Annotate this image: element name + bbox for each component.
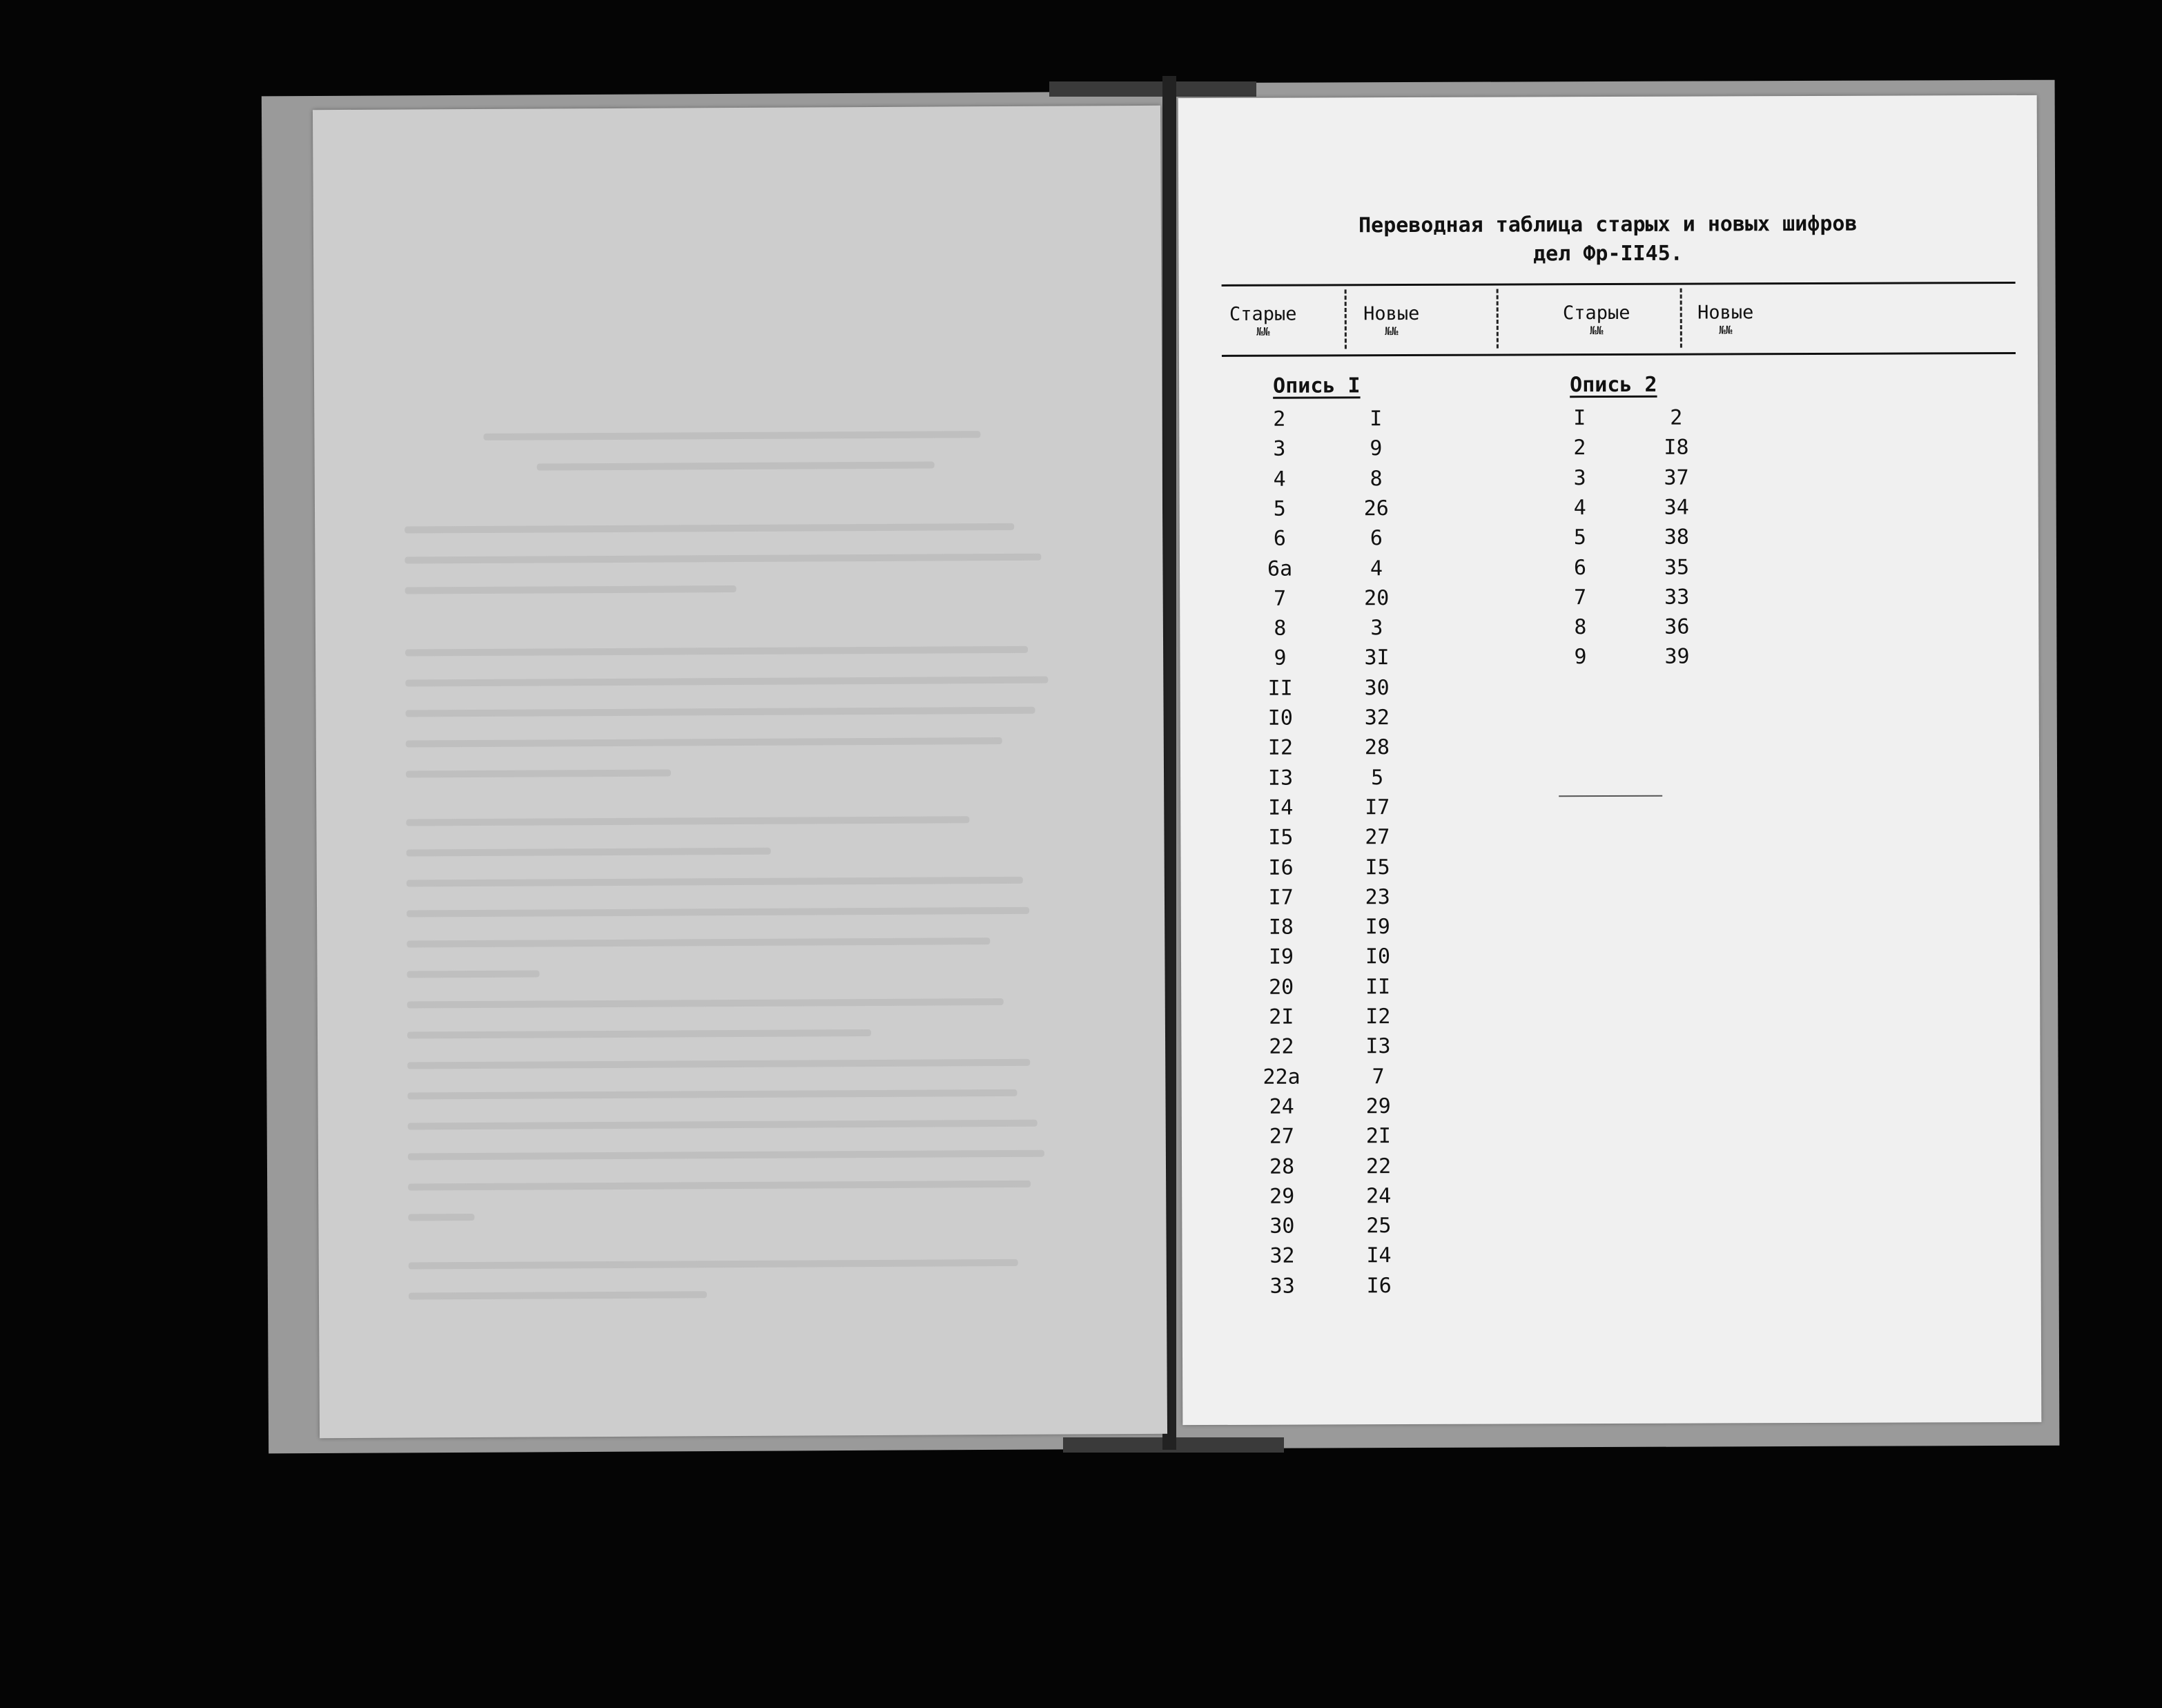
new-number: 25 xyxy=(1366,1214,1392,1239)
new-number: 3I xyxy=(1364,646,1390,670)
table-row xyxy=(1255,436,1531,467)
old-number: I6 xyxy=(1268,855,1294,880)
new-number: I9 xyxy=(1365,915,1390,940)
table-row xyxy=(1258,1243,1534,1274)
new-number: 20 xyxy=(1364,585,1390,611)
new-number: 26 xyxy=(1363,496,1389,521)
new-number: I xyxy=(1370,407,1383,431)
table-row xyxy=(1256,735,1532,766)
new-number: I8 xyxy=(1664,435,1689,460)
old-number: II xyxy=(1267,676,1293,701)
old-number: I2 xyxy=(1267,735,1294,761)
new-number: 3 xyxy=(1370,616,1383,641)
table-row xyxy=(1556,465,1832,495)
new-number: I3 xyxy=(1365,1034,1391,1059)
new-number: 35 xyxy=(1664,555,1690,580)
old-number: 22а xyxy=(1263,1065,1301,1089)
table-row xyxy=(1556,644,1832,675)
old-number: 32 xyxy=(1269,1243,1295,1269)
new-number: 36 xyxy=(1664,614,1690,639)
old-number: 8 xyxy=(1574,615,1587,640)
new-number: II xyxy=(1365,974,1391,999)
new-number: 4 xyxy=(1370,556,1383,581)
old-number: 28 xyxy=(1269,1154,1295,1179)
table-row xyxy=(1258,1064,1534,1094)
old-number: I4 xyxy=(1268,795,1294,820)
header-top-rule xyxy=(1222,282,2016,287)
new-number: I0 xyxy=(1365,944,1391,969)
header-new-1-num: №№ xyxy=(1385,324,1399,338)
end-separator xyxy=(1559,795,1662,797)
old-number: 4 xyxy=(1573,496,1586,521)
table-row xyxy=(1257,1034,1533,1065)
old-number: 2I xyxy=(1269,1005,1294,1029)
header-old-2-label: Старые xyxy=(1562,302,1630,324)
table-row xyxy=(1256,496,1532,526)
new-number: 33 xyxy=(1664,585,1690,610)
header-bottom-rule xyxy=(1222,352,2016,357)
table-row xyxy=(1258,1183,1534,1214)
old-number: 6 xyxy=(1273,526,1286,551)
new-number: 5 xyxy=(1370,765,1384,790)
old-number: 9 xyxy=(1274,646,1287,671)
table-row xyxy=(1556,554,1832,585)
old-number: 2 xyxy=(1573,436,1586,460)
old-number: 3 xyxy=(1573,465,1586,490)
table-row xyxy=(1256,615,1532,646)
old-number: 6 xyxy=(1573,555,1587,580)
header-old-2-num: №№ xyxy=(1590,324,1604,338)
bleed-through-text xyxy=(404,431,1071,1263)
table-row xyxy=(1555,435,1831,465)
new-number: 22 xyxy=(1365,1154,1392,1178)
table-row xyxy=(1556,585,1832,615)
inventory1-label: Опись I xyxy=(1273,373,1361,398)
new-number: 38 xyxy=(1664,525,1689,550)
table-row xyxy=(1258,1124,1534,1154)
table-row xyxy=(1256,795,1532,825)
column-divider-2 xyxy=(1497,289,1499,349)
table-row xyxy=(1257,914,1533,944)
new-number: 24 xyxy=(1366,1183,1392,1209)
table-row xyxy=(1256,765,1532,795)
header-new-1-label: Новые xyxy=(1363,302,1420,325)
new-number: 30 xyxy=(1364,675,1390,700)
old-number: I5 xyxy=(1268,825,1294,850)
header-old-2 xyxy=(1552,304,1642,336)
table-row xyxy=(1256,675,1532,706)
table-row xyxy=(1256,825,1532,855)
old-number: 9 xyxy=(1574,645,1587,670)
old-number: I0 xyxy=(1267,706,1293,730)
table-row xyxy=(1555,405,1831,436)
new-number: 6 xyxy=(1370,526,1383,551)
old-number: 20 xyxy=(1269,975,1294,1000)
table-row xyxy=(1556,495,1832,525)
table-row xyxy=(1556,614,1832,645)
old-number: 4 xyxy=(1273,467,1286,492)
left-page xyxy=(313,106,1167,1438)
inventory2-label: Опись 2 xyxy=(1570,372,1657,398)
old-number: I7 xyxy=(1268,885,1294,910)
table-row xyxy=(1258,1154,1534,1184)
old-number: 22 xyxy=(1269,1034,1294,1060)
header-old-1-num: №№ xyxy=(1256,324,1270,338)
header-new-2-num: №№ xyxy=(1719,323,1733,337)
old-number: 24 xyxy=(1269,1094,1294,1119)
old-number: 7 xyxy=(1274,586,1287,611)
old-number: 5 xyxy=(1273,496,1286,521)
new-number: 39 xyxy=(1664,644,1690,670)
old-number: 30 xyxy=(1269,1214,1295,1239)
old-number: I8 xyxy=(1268,915,1294,940)
new-number: 32 xyxy=(1364,706,1390,730)
table-row xyxy=(1257,884,1533,915)
new-number: 8 xyxy=(1370,466,1383,491)
table-title-line1: Переводная таблица старых и новых шифров xyxy=(1358,211,1858,238)
new-number: I6 xyxy=(1366,1273,1392,1298)
header-new-1 xyxy=(1350,304,1433,337)
header-new-2 xyxy=(1684,303,1767,336)
new-number: 34 xyxy=(1664,495,1689,520)
old-number: 6а xyxy=(1267,556,1293,581)
new-number: 2 xyxy=(1670,405,1683,430)
column-divider-3 xyxy=(1680,289,1682,348)
table-row xyxy=(1256,646,1532,676)
spine-tab-top xyxy=(1049,81,1256,97)
column-divider-1 xyxy=(1345,289,1347,349)
right-page xyxy=(1178,95,2042,1425)
header-old-1-label: Старые xyxy=(1229,303,1297,325)
new-number: I4 xyxy=(1366,1243,1392,1268)
new-number: 37 xyxy=(1664,465,1689,490)
table-row xyxy=(1256,526,1532,556)
new-number: 27 xyxy=(1365,825,1390,850)
new-number: I7 xyxy=(1365,795,1390,820)
table-row xyxy=(1257,1004,1533,1034)
old-number: 5 xyxy=(1573,525,1586,550)
table-row xyxy=(1256,855,1532,885)
table-row xyxy=(1255,406,1531,436)
old-number: I3 xyxy=(1267,766,1294,790)
table-row xyxy=(1256,466,1532,496)
old-number: I xyxy=(1573,406,1586,431)
table-row xyxy=(1257,974,1533,1005)
new-number: 7 xyxy=(1372,1064,1385,1089)
old-number: 2 xyxy=(1273,407,1286,431)
header-old-1 xyxy=(1222,305,1305,338)
table-row xyxy=(1256,556,1532,586)
table-row xyxy=(1256,585,1532,616)
old-number: 7 xyxy=(1574,585,1587,610)
old-number: 8 xyxy=(1274,616,1287,641)
new-number: I5 xyxy=(1365,855,1390,880)
table-row xyxy=(1258,1094,1534,1124)
old-number: 3 xyxy=(1273,436,1286,461)
table-title-line2: дел Фр-II45. xyxy=(1533,241,1683,266)
table-row xyxy=(1258,1273,1535,1303)
new-number: 9 xyxy=(1370,436,1383,461)
new-number: 29 xyxy=(1365,1094,1391,1119)
table-row xyxy=(1258,1213,1534,1243)
table-row xyxy=(1556,525,1832,555)
table-row xyxy=(1256,705,1532,735)
new-number: 23 xyxy=(1365,884,1390,910)
old-number: I9 xyxy=(1268,944,1294,970)
new-number: 28 xyxy=(1364,735,1390,760)
table-row xyxy=(1257,944,1533,975)
new-number: I2 xyxy=(1365,1005,1391,1029)
old-number: 29 xyxy=(1269,1184,1295,1209)
old-number: 33 xyxy=(1269,1274,1295,1299)
header-new-2-label: Новые xyxy=(1697,302,1754,324)
old-number: 27 xyxy=(1269,1124,1295,1149)
new-number: 2I xyxy=(1365,1124,1392,1149)
